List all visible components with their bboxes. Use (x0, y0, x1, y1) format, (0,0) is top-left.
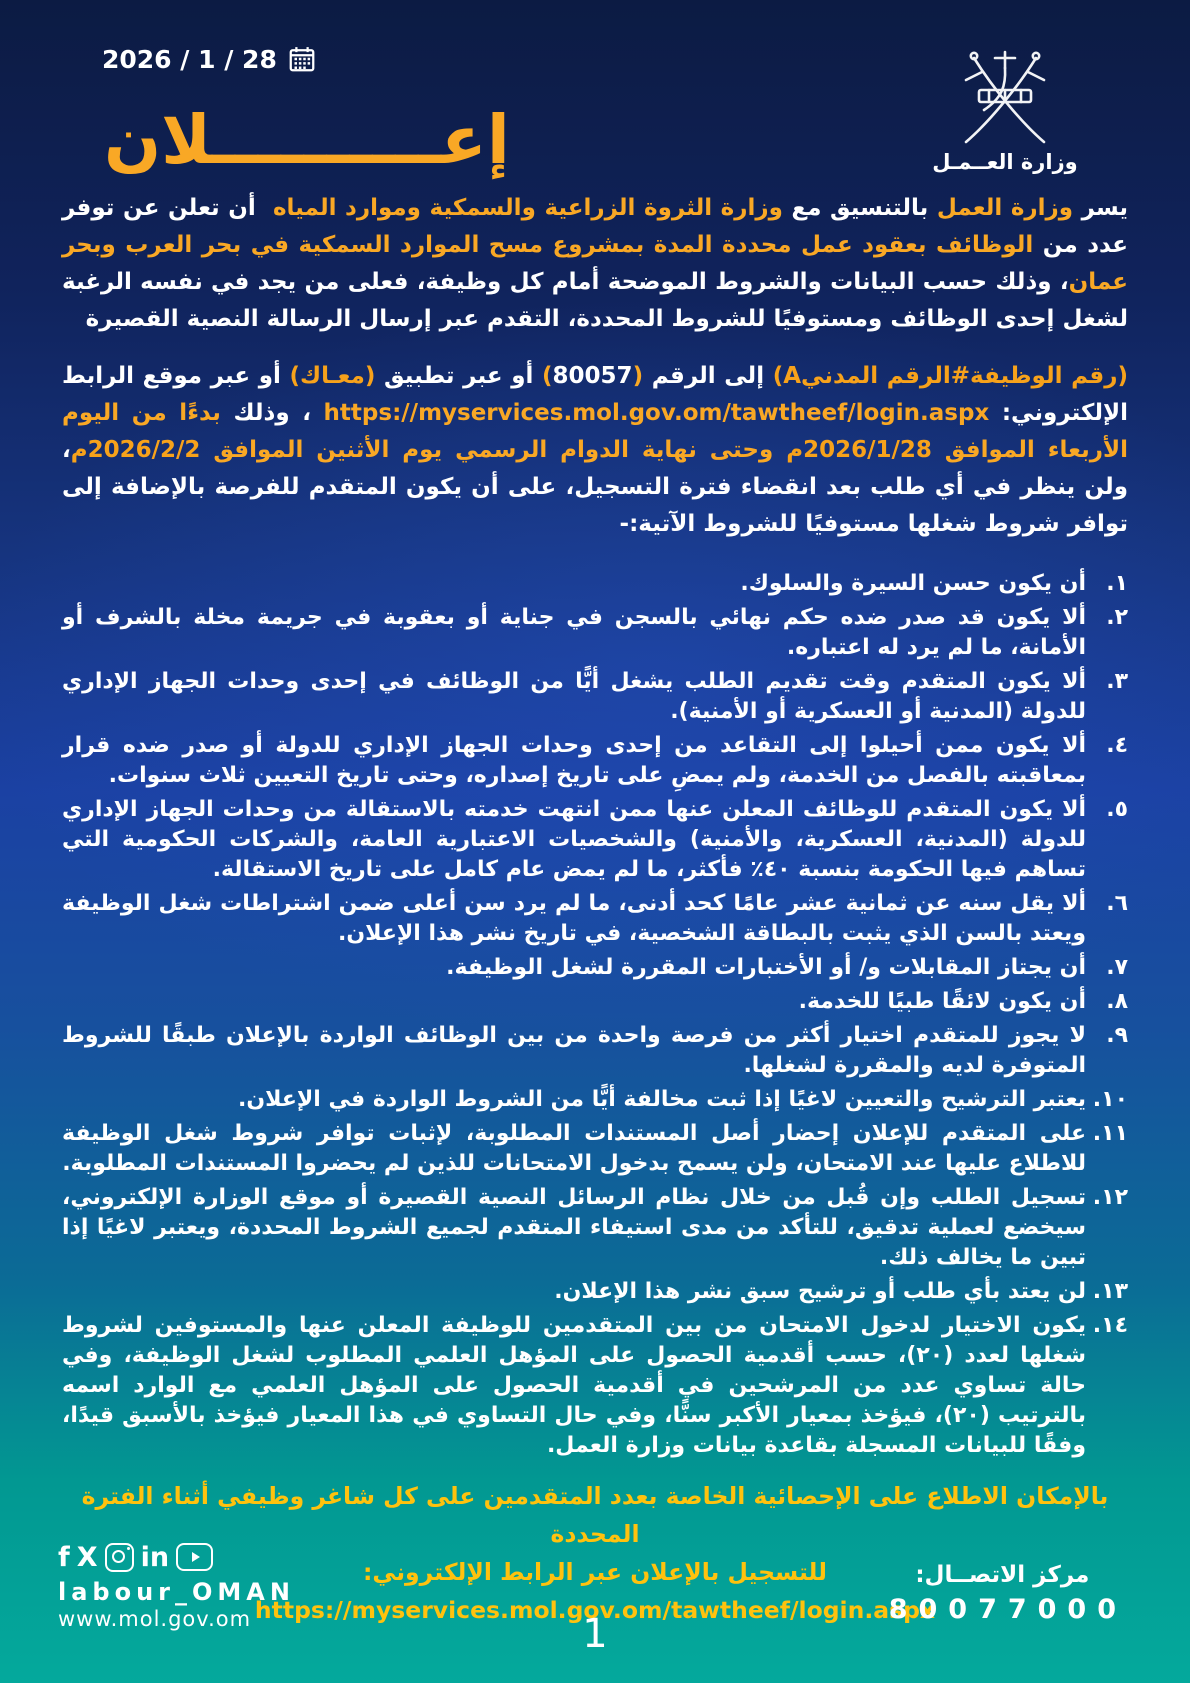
condition-text: أن يكون حسن السيرة والسلوك. (740, 571, 1086, 596)
text-segment: ) (542, 363, 553, 389)
text-segment: يسر (1073, 195, 1129, 221)
condition-text: على المتقدم للإعلان إحضار أصل المستندات المطلوبة، لإثبات توافر شروط شغل الوظيفة للاطلاع عليها عند الامتحان، ولن يسمح بدخول الامتحانات للذين لم يحضروا المستندات المطلوبة. (62, 1121, 1086, 1176)
instagram-icon[interactable] (105, 1543, 134, 1572)
condition-number: ١٤. (1092, 1313, 1128, 1338)
ministry-name: وزارة العــمـل (932, 150, 1078, 174)
contact-center-label: مركز الاتصــال: (915, 1562, 1090, 1588)
text-segment: وزارة العمل (936, 195, 1074, 221)
text-segment: ، وذلك (220, 400, 324, 426)
page-number: 1 (582, 1611, 608, 1657)
condition-item (62, 889, 1128, 949)
condition-text: لا يجوز للمتقدم اختيار أكثر من فرصة واحدة من بين الوظائف الواردة بالإعلان طبقًا للشروط المتوفرة لديه والمقررة لشغلها. (62, 1023, 1086, 1078)
text-segment: أن تعلن عن توفر عدد من (53, 195, 1128, 258)
condition-text: ألا يكون المتقدم للوظائف المعلن عنها ممن انتهت خدمته بالاستقالة من وحدات الجهاز الإداري للدولة (المدنية، العسكرية، والأمنية) والشخصيات الاعتبارية العامة، والشركات الحكومية التي تساهم فيها الحكومة بنسبة ٤٠٪ فأكثر، ما لم يمض عام كامل على تاريخ الاستقالة. (62, 797, 1086, 882)
condition-item (62, 1183, 1128, 1273)
text-segment: أو عبر موقع الرابط الإلكتروني: (53, 363, 1128, 426)
text-segment: https://myservices.mol.gov.om/tawtheef/login.aspx (323, 400, 990, 426)
condition-text: تسجيل الطلب وإن قُبل من خلال نظام الرسائل النصية القصيرة أو موقع الوزارة الإلكتروني، سيخضع لعملية تدقيق، للتأكد من مدى استيفاء المتقدم لجميع الشروط المحددة، ويعتبر لاغيًا إذا تبين ما يخالف ذلك. (62, 1185, 1086, 1270)
text-segment: ، وذلك حسب البيانات والشروط الموضحة أمام كل وظيفة، فعلى من يجد في نفسه الرغبة لشغل إحدى الوظائف ومستوفيًا للشروط المحددة، التقدم عبر إرسال الرسالة النصية القصيرة (53, 269, 1128, 332)
social-icons-row (58, 1539, 295, 1575)
condition-text: لن يعتد بأي طلب أو ترشيح سبق نشر هذا الإعلان. (554, 1279, 1086, 1304)
text-segment: 2026/2/2م (70, 437, 201, 463)
condition-text: ألا يكون ممن أحيلوا إلى التقاعد من إحدى وحدات الجهاز الإداري للدولة أو صدر ضده قرار بمعاقبته بالفصل من الخدمة، ولم يمضِ على تاريخ إصداره، وحتى تاريخ التعيين ثلاث سنوات. (62, 733, 1086, 788)
condition-item (62, 667, 1128, 727)
text-segment: ( (632, 363, 644, 389)
condition-item (62, 731, 1128, 791)
contact-center-number: 80077000 (888, 1594, 1127, 1625)
date-row (102, 44, 317, 74)
condition-item (62, 987, 1128, 1017)
page-title: إعــــــــــلان (104, 100, 510, 179)
oman-crest-icon (932, 46, 1078, 150)
text-segment: وزارة الثروة الزراعية والسمكية وموارد المياه (272, 195, 783, 221)
youtube-icon[interactable] (176, 1543, 213, 1571)
condition-number: ١٠. (1092, 1087, 1128, 1112)
text-segment: 80057 (552, 363, 633, 389)
condition-number: ٧. (1106, 955, 1128, 980)
condition-text: ألا يقل سنه عن ثمانية عشر عامًا كحد أدنى، ما لم يرد سن أعلى ضمن اشتراطات شغل الوظيفة ويعتد بالسن الذي يثبت بالبطاقة الشخصية، في تاريخ نشر هذا الإعلان. (62, 891, 1086, 946)
condition-number: ٥. (1106, 797, 1128, 822)
statistics-note-line1: بالإمكان الاطلاع على الإحصائية الخاصة بعدد المتقدمين على كل شاغر وظيفي أثناء الفترة المحددة (81, 1482, 1109, 1548)
ministry-website-link[interactable]: www.mol.gov.om (58, 1607, 252, 1631)
text-segment: الوظائف بعقود عمل محددة المدة بمشروع مسح الموارد السمكية في بحر العرب وبحر عمان (53, 232, 1128, 295)
text-segment: (رقم الوظيفة#الرقم المدنيA) (772, 363, 1128, 389)
condition-item (62, 1277, 1128, 1307)
linkedin-icon[interactable]: in (140, 1541, 170, 1573)
condition-item (62, 1119, 1128, 1179)
condition-number: ١. (1106, 571, 1128, 596)
condition-item (62, 603, 1128, 663)
condition-item (62, 953, 1128, 983)
condition-number: ١٣. (1092, 1279, 1128, 1304)
condition-text: أن يجتاز المقابلات و/ أو الأختبارات المقررة لشغل الوظيفة. (446, 955, 1086, 980)
contact-center-block (888, 1562, 1127, 1625)
text-segment: وحتى نهاية الدوام الرسمي يوم الأثنين الموافق (200, 437, 787, 463)
condition-item (62, 795, 1128, 885)
publication-date: 2026 / 1 / 28 (102, 44, 277, 74)
text-segment: بدءًا من اليوم الأربعاء الموافق (53, 400, 1128, 463)
condition-number: ١١. (1092, 1121, 1128, 1146)
condition-item (62, 1021, 1128, 1081)
x-icon[interactable]: X (76, 1541, 98, 1573)
condition-number: ٩. (1106, 1023, 1128, 1048)
condition-item (62, 1311, 1128, 1461)
condition-text: ألا يكون المتقدم وقت تقديم الطلب يشغل أيًّا من الوظائف في إحدى وحدات الجهاز الإداري للدولة (المدنية أو العسكرية أو الأمنية). (62, 669, 1086, 724)
condition-number: ٣. (1106, 669, 1128, 694)
text-segment: 2026/1/28م (786, 437, 932, 463)
calendar-icon (287, 44, 317, 74)
facebook-icon[interactable]: f (58, 1541, 70, 1573)
text-segment: ، ولن ينظر في أي طلب بعد انقضاء فترة التسجيل، على أن يكون المتقدم للفرصة بالإضافة إلى توافر شروط شغلها مستوفيًا للشروط الآتية:- (53, 437, 1128, 537)
registration-url-link[interactable]: https://myservices.mol.gov.om/tawtheef/login.aspx (254, 1596, 936, 1624)
condition-number: ٨. (1106, 989, 1128, 1014)
condition-text: أن يكون لائقًا طبيًا للخدمة. (798, 989, 1086, 1014)
text-segment: أو عبر تطبيق (375, 363, 543, 389)
condition-item (62, 569, 1128, 599)
condition-text: ألا يكون قد صدر ضده حكم نهائي بالسجن في جناية أو بعقوبة في جريمة مخلة بالشرف أو الأمانة، ما لم يرد له اعتباره. (62, 605, 1086, 660)
condition-number: ١٢. (1092, 1185, 1128, 1210)
condition-text: يعتبر الترشيح والتعيين لاغيًا إذا ثبت مخالفة أيًّا من الشروط الواردة في الإعلان. (238, 1087, 1086, 1112)
condition-item (62, 1085, 1128, 1115)
condition-number: ٦. (1106, 891, 1128, 916)
statistics-note-label: للتسجيل بالإعلان عبر الرابط الإلكتروني: (363, 1558, 827, 1586)
text-segment: بالتنسيق مع (782, 195, 937, 221)
condition-number: ٤. (1106, 733, 1128, 758)
ministry-emblem (932, 46, 1078, 174)
intro-paragraph-1 (53, 190, 1129, 338)
condition-text: يكون الاختيار لدخول الامتحان من بين المتقدمين للوظيفة المعلن عنها والمستوفين لشروط شغلها لعدد (٢٠)، حسب أقدمية الحصول على المؤهل العلمي المطلوب لشغل الوظيفة، وفي حالة تساوي عدد من المرشحين في أقدمية الحصول على المؤهل العلمي مع الوارد اسمه بالترتيب (٢٠)، فيؤخذ بمعيار الأكبر سنًّا، وفي حال التساوي في هذا المعيار فيؤخذ بالأسبق قيدًا، وفقًا للبيانات المسجلة بقاعدة بيانات وزارة العمل. (62, 1313, 1086, 1458)
text-segment: إلى الرقم (643, 363, 773, 389)
intro-paragraph-2 (53, 358, 1128, 543)
condition-number: ٢. (1106, 605, 1128, 630)
social-handle: labour_OMAN (58, 1578, 295, 1606)
text-segment: (معـاك) (289, 363, 376, 389)
conditions-list (62, 569, 1128, 1461)
